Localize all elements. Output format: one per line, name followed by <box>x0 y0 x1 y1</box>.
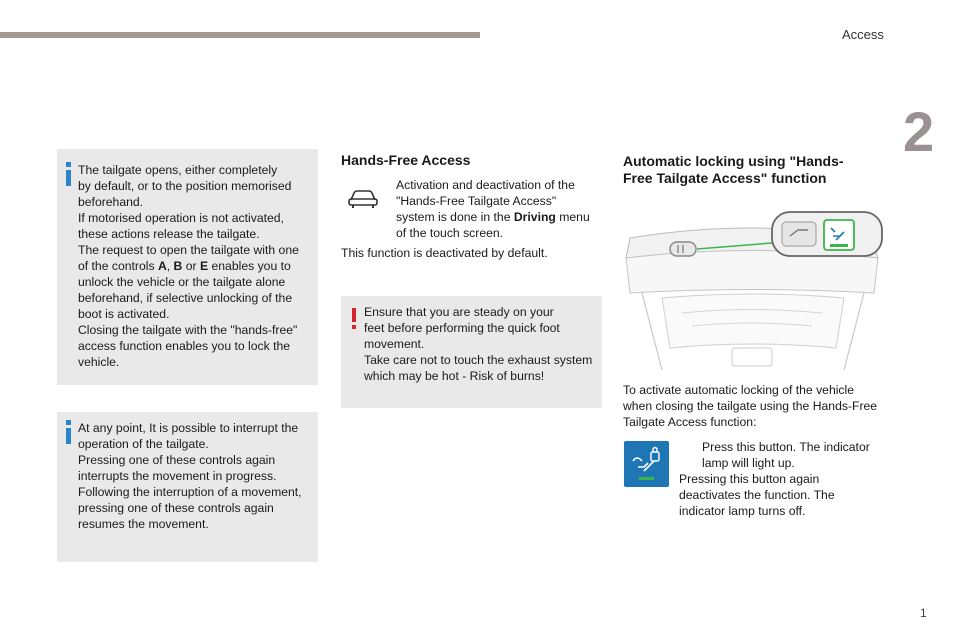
info-text-tailgate-opens: The tailgate opens, either completely by default, or to the position memorised beforehand. If motorised operation is not activated, these actions release the tailgate. The request to open the tailgate with one of the controls A, B or E enables you to unlock the vehicle or the tailgate alone beforehand, if selective unlocking of the boot is activated. Closing the tailgate with the "hands-free" access function enables you to lock the vehicle. <box>78 163 299 369</box>
page-number: 1 <box>920 606 927 620</box>
car-icon <box>348 186 378 210</box>
activation-text: Activation and deactivation of the "Hands-Free Tailgate Access" system is done in the Driving menu of the touch screen. <box>396 178 590 240</box>
info-text-interrupt: At any point, It is possible to interrupt the operation of the tailgate. Pressing one of these controls again interrupts the movement in progress. Following the interruption of a movement, pressing one of these controls again resumes the movement. <box>78 421 302 531</box>
deactivate-text: Pressing this button again deactivates the function. The indicator lamp turns off. <box>679 472 835 518</box>
info-icon <box>66 170 71 186</box>
warning-icon <box>352 308 356 322</box>
chapter-number: 2 <box>903 100 935 163</box>
intro-text: To activate automatic locking of the vehicle when closing the tailgate using the Hands-Free Tailgate Access function: <box>623 383 878 429</box>
default-deactivated-text: This function is deactivated by default. <box>341 246 548 260</box>
hands-free-lock-button-icon <box>624 441 669 487</box>
hands-free-access-heading: Hands-Free Access <box>341 152 471 168</box>
header-bar <box>0 32 480 38</box>
tailgate-illustration <box>622 198 884 370</box>
section-title: Access <box>842 27 884 42</box>
info-icon <box>66 428 71 444</box>
press-button-text: Press this button. The indicator lamp will light up. <box>702 440 870 470</box>
automatic-locking-heading: Automatic locking using "Hands- Free Tailgate Access" function <box>623 153 844 186</box>
warning-text: Ensure that you are steady on your feet before performing the quick foot movement. Take care not to touch the exhaust system which may be hot - Risk of burns! <box>364 305 593 383</box>
